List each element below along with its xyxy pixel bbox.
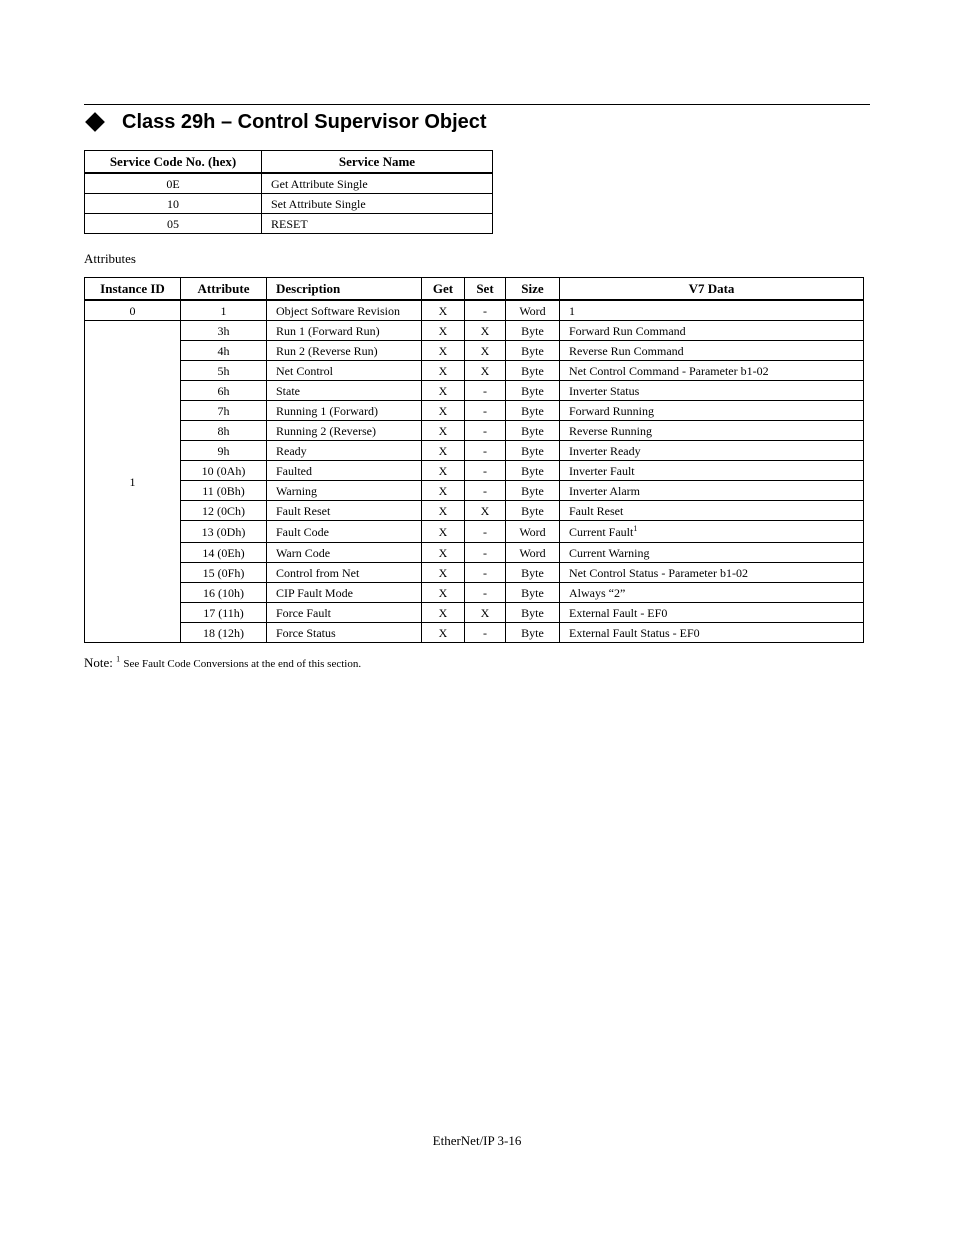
- table-row: [85, 194, 493, 214]
- size-cell: Byte: [506, 603, 560, 623]
- description-cell: Fault Reset: [267, 501, 422, 521]
- set-cell: X: [465, 321, 506, 341]
- v7-data-cell: Current Warning: [560, 543, 864, 563]
- v7-data-cell: Net Control Command - Parameter b1-02: [560, 361, 864, 381]
- v7-data-cell: External Fault Status - EF0: [560, 623, 864, 643]
- set-cell: -: [465, 381, 506, 401]
- service-name-cell: RESET: [262, 214, 493, 234]
- attribute-cell: 17 (11h): [181, 603, 267, 623]
- col-get: Get: [422, 278, 465, 301]
- table-row: [85, 173, 493, 194]
- v7-data-cell: Reverse Run Command: [560, 341, 864, 361]
- size-cell: Byte: [506, 381, 560, 401]
- col-service-code: Service Code No. (hex): [85, 151, 262, 174]
- v7-data-cell: Always “2”: [560, 583, 864, 603]
- set-cell: X: [465, 603, 506, 623]
- size-cell: Word: [506, 300, 560, 321]
- set-cell: -: [465, 563, 506, 583]
- get-cell: X: [422, 421, 465, 441]
- service-code-cell: 05: [85, 214, 262, 234]
- service-name-cell: Set Attribute Single: [262, 194, 493, 214]
- table-row: [85, 481, 864, 501]
- get-cell: X: [422, 521, 465, 543]
- v7-data-cell: Forward Running: [560, 401, 864, 421]
- size-cell: Byte: [506, 441, 560, 461]
- description-cell: Force Status: [267, 623, 422, 643]
- set-cell: -: [465, 461, 506, 481]
- table-row: [85, 214, 493, 234]
- description-cell: Force Fault: [267, 603, 422, 623]
- v7-data-cell: Fault Reset: [560, 501, 864, 521]
- attribute-cell: 16 (10h): [181, 583, 267, 603]
- col-set: Set: [465, 278, 506, 301]
- attribute-cell: 14 (0Eh): [181, 543, 267, 563]
- attribute-cell: 10 (0Ah): [181, 461, 267, 481]
- size-cell: Byte: [506, 321, 560, 341]
- table-row: [85, 401, 864, 421]
- table-row: [85, 321, 864, 341]
- table-row: [85, 341, 864, 361]
- attribute-cell: 7h: [181, 401, 267, 421]
- size-cell: Byte: [506, 501, 560, 521]
- instance-id-cell: 0: [85, 300, 181, 321]
- set-cell: -: [465, 401, 506, 421]
- size-cell: Byte: [506, 623, 560, 643]
- get-cell: X: [422, 461, 465, 481]
- table-row: [85, 543, 864, 563]
- col-instance-id: Instance ID: [85, 278, 181, 301]
- v7-data-text: Current Fault: [569, 524, 634, 539]
- v7-data-cell: Inverter Fault: [560, 461, 864, 481]
- attribute-cell: 13 (0Dh): [181, 521, 267, 543]
- table-row: [85, 603, 864, 623]
- table-row: [85, 583, 864, 603]
- attributes-table-header: [85, 278, 864, 301]
- table-row: [85, 623, 864, 643]
- attributes-label: Attributes: [84, 251, 136, 266]
- size-cell: Word: [506, 521, 560, 543]
- description-cell: CIP Fault Mode: [267, 583, 422, 603]
- get-cell: X: [422, 361, 465, 381]
- attributes-table: [84, 277, 864, 643]
- get-cell: X: [422, 481, 465, 501]
- attribute-cell: 11 (0Bh): [181, 481, 267, 501]
- size-cell: Word: [506, 543, 560, 563]
- table-row: [85, 300, 864, 321]
- table-row: [85, 501, 864, 521]
- get-cell: X: [422, 603, 465, 623]
- v7-data-cell: Reverse Running: [560, 421, 864, 441]
- get-cell: X: [422, 321, 465, 341]
- attribute-cell: 1: [181, 300, 267, 321]
- description-cell: Running 1 (Forward): [267, 401, 422, 421]
- col-service-name: Service Name: [262, 151, 493, 174]
- attribute-cell: 5h: [181, 361, 267, 381]
- table-row: [85, 521, 864, 543]
- set-cell: -: [465, 441, 506, 461]
- attribute-cell: 12 (0Ch): [181, 501, 267, 521]
- attribute-cell: 8h: [181, 421, 267, 441]
- footnote: [84, 655, 361, 671]
- description-cell: Run 2 (Reverse Run): [267, 341, 422, 361]
- get-cell: X: [422, 341, 465, 361]
- service-name-cell: Get Attribute Single: [262, 173, 493, 194]
- col-description: Description: [267, 278, 422, 301]
- set-cell: -: [465, 623, 506, 643]
- table-row: [85, 361, 864, 381]
- diamond-bullet-icon: [85, 112, 105, 132]
- description-cell: Control from Net: [267, 563, 422, 583]
- col-size: Size: [506, 278, 560, 301]
- attribute-cell: 6h: [181, 381, 267, 401]
- get-cell: X: [422, 401, 465, 421]
- size-cell: Byte: [506, 401, 560, 421]
- service-table: [84, 150, 493, 234]
- instance-id-cell: 1: [85, 321, 181, 643]
- note-prefix: Note:: [84, 655, 113, 670]
- set-cell: -: [465, 481, 506, 501]
- description-cell: Warning: [267, 481, 422, 501]
- attribute-cell: 18 (12h): [181, 623, 267, 643]
- size-cell: Byte: [506, 361, 560, 381]
- top-rule: [84, 104, 870, 105]
- page-footer: EtherNet/IP 3-16: [432, 1133, 522, 1148]
- size-cell: Byte: [506, 563, 560, 583]
- description-cell: Run 1 (Forward Run): [267, 321, 422, 341]
- get-cell: X: [422, 623, 465, 643]
- size-cell: Byte: [506, 583, 560, 603]
- table-row: [85, 381, 864, 401]
- get-cell: X: [422, 583, 465, 603]
- size-cell: Byte: [506, 341, 560, 361]
- set-cell: -: [465, 300, 506, 321]
- table-row: [85, 563, 864, 583]
- set-cell: X: [465, 501, 506, 521]
- section-heading: [84, 109, 487, 135]
- size-cell: Byte: [506, 421, 560, 441]
- v7-data-cell: [560, 521, 864, 543]
- description-cell: Fault Code: [267, 521, 422, 543]
- service-table-header: [85, 151, 493, 174]
- table-row: [85, 441, 864, 461]
- description-cell: Faulted: [267, 461, 422, 481]
- v7-data-cell: Net Control Status - Parameter b1-02: [560, 563, 864, 583]
- table-row: [85, 461, 864, 481]
- set-cell: X: [465, 341, 506, 361]
- v7-data-cell: Inverter Status: [560, 381, 864, 401]
- v7-data-cell: Forward Run Command: [560, 321, 864, 341]
- table-row: [85, 421, 864, 441]
- set-cell: X: [465, 361, 506, 381]
- description-cell: Net Control: [267, 361, 422, 381]
- v7-data-cell: Inverter Ready: [560, 441, 864, 461]
- get-cell: X: [422, 563, 465, 583]
- attribute-cell: 3h: [181, 321, 267, 341]
- attribute-cell: 9h: [181, 441, 267, 461]
- description-cell: Running 2 (Reverse): [267, 421, 422, 441]
- set-cell: -: [465, 543, 506, 563]
- description-cell: Ready: [267, 441, 422, 461]
- set-cell: -: [465, 521, 506, 543]
- get-cell: X: [422, 381, 465, 401]
- v7-data-cell: External Fault - EF0: [560, 603, 864, 623]
- attribute-cell: 15 (0Fh): [181, 563, 267, 583]
- v7-data-cell: Inverter Alarm: [560, 481, 864, 501]
- set-cell: -: [465, 421, 506, 441]
- description-cell: Warn Code: [267, 543, 422, 563]
- v7-data-cell: 1: [560, 300, 864, 321]
- size-cell: Byte: [506, 481, 560, 501]
- col-attribute: Attribute: [181, 278, 267, 301]
- attribute-cell: 4h: [181, 341, 267, 361]
- get-cell: X: [422, 441, 465, 461]
- get-cell: X: [422, 300, 465, 321]
- description-cell: Object Software Revision: [267, 300, 422, 321]
- size-cell: Byte: [506, 461, 560, 481]
- heading-text: Class 29h – Control Supervisor Object: [122, 110, 487, 133]
- description-cell: State: [267, 381, 422, 401]
- service-code-cell: 10: [85, 194, 262, 214]
- footnote-marker: 1: [633, 523, 638, 533]
- get-cell: X: [422, 543, 465, 563]
- set-cell: -: [465, 583, 506, 603]
- note-text: See Fault Code Conversions at the end of this section.: [123, 658, 362, 670]
- get-cell: X: [422, 501, 465, 521]
- col-v7-data: V7 Data: [560, 278, 864, 301]
- service-code-cell: 0E: [85, 173, 262, 194]
- note-marker: 1: [116, 654, 121, 664]
